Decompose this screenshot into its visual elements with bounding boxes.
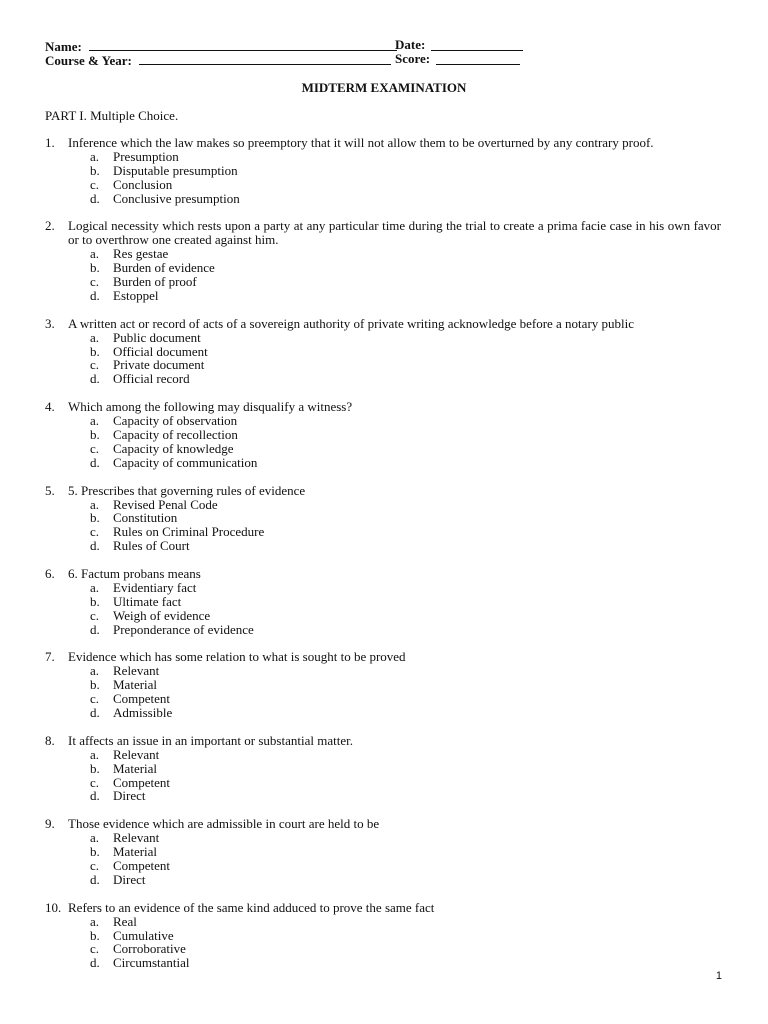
question-text: A written act or record of acts of a sovereign authority of private writing acknowledge before a notary public (68, 315, 635, 331)
option-text: Disputable presumption (113, 162, 238, 178)
option-text: Material (113, 677, 158, 693)
answer-option (45, 845, 721, 859)
option-text: Res gestae (113, 246, 169, 262)
question-text: Refers to an evidence of the same kind adduced to prove the same fact (68, 899, 435, 915)
option-letter: c. (90, 607, 100, 623)
option-text: Competent (113, 774, 171, 790)
option-text: Relevant (113, 746, 160, 762)
answer-option (45, 414, 721, 428)
answer-option (45, 873, 721, 887)
option-letter: c. (90, 524, 100, 540)
option-text: Relevant (113, 830, 160, 846)
option-letter: d. (90, 788, 100, 804)
option-text: Capacity of observation (113, 413, 238, 429)
option-text: Ultimate fact (113, 593, 182, 609)
answer-option (45, 498, 721, 512)
name-date-row (45, 38, 545, 52)
question-number: 9. (45, 816, 55, 832)
question-text: It affects an issue in an important or substantial matter. (68, 732, 353, 748)
option-text: Admissible (113, 705, 173, 721)
option-letter: b. (90, 343, 100, 359)
option-letter: c. (90, 691, 100, 707)
student-info-header (45, 38, 545, 66)
option-text: Capacity of recollection (113, 426, 238, 442)
question-stem (45, 901, 721, 915)
part-heading: PART I. Multiple Choice. (45, 108, 179, 123)
question-stem (45, 400, 721, 414)
question-number: 3. (45, 315, 55, 331)
option-text: Corroborative (113, 941, 186, 957)
option-text: Revised Penal Code (113, 496, 218, 512)
option-letter: a. (90, 148, 100, 164)
option-letter: a. (90, 746, 100, 762)
option-text: Private document (113, 357, 205, 373)
option-letter: c. (90, 858, 100, 873)
option-text: Burden of proof (113, 274, 197, 290)
option-letter: a. (90, 830, 100, 846)
option-letter: d. (90, 538, 100, 554)
question-stem (45, 734, 721, 748)
answer-option (45, 456, 721, 470)
exam-title: MIDTERM EXAMINATION (301, 80, 467, 95)
course-blank (139, 52, 391, 65)
option-text: Estoppel (113, 287, 159, 303)
option-text: Public document (113, 329, 201, 345)
option-text: Conclusive presumption (113, 190, 240, 206)
option-text: Official document (113, 343, 208, 359)
answer-option (45, 664, 721, 678)
option-letter: a. (90, 663, 100, 679)
answer-option (45, 150, 721, 164)
option-text: Rules on Criminal Procedure (113, 524, 265, 540)
question-item (45, 400, 721, 470)
option-letter: b. (90, 593, 100, 609)
option-letter: a. (90, 496, 100, 512)
option-letter: a. (90, 413, 100, 429)
question-number: 5. (45, 482, 55, 498)
option-text: Cumulative (113, 927, 174, 943)
option-letter: d. (90, 621, 100, 637)
option-letter: c. (90, 941, 100, 957)
question-item (45, 901, 721, 971)
question-stem (45, 484, 721, 498)
answer-option (45, 345, 721, 359)
answer-option (45, 331, 721, 345)
option-text: Capacity of knowledge (113, 440, 234, 456)
question-item (45, 650, 721, 720)
option-text: Rules of Court (113, 538, 190, 554)
question-text: Which among the following may disqualify a witness? (68, 399, 353, 415)
option-letter: b. (90, 510, 100, 526)
question-item (45, 219, 721, 302)
question-number: 8. (45, 732, 55, 748)
question-text: 6. Factum probans means (68, 566, 201, 582)
option-letter: d. (90, 955, 100, 971)
answer-option (45, 831, 721, 845)
answer-option (45, 539, 721, 553)
course-label: Course & Year: (45, 53, 132, 68)
question-text: Those evidence which are admissible in court are held to be (68, 816, 380, 832)
answer-option (45, 358, 721, 372)
option-letter: b. (90, 677, 100, 693)
question-text: Inference which the law makes so preemptory that it will not allow them to be overturned by any contrary proof. (68, 135, 654, 150)
option-text: Competent (113, 691, 171, 707)
answer-option (45, 692, 721, 706)
course-score-row (45, 52, 545, 66)
question-item (45, 734, 721, 804)
option-text: Direct (113, 871, 146, 887)
answer-option (45, 261, 721, 275)
option-letter: d. (90, 287, 100, 303)
option-text: Circumstantial (113, 955, 190, 971)
question-number: 1. (45, 135, 55, 150)
question-list (45, 136, 721, 984)
option-text: Capacity of communication (113, 454, 258, 470)
answer-option (45, 762, 721, 776)
answer-option (45, 789, 721, 803)
question-number: 10. (45, 899, 62, 915)
option-letter: c. (90, 440, 100, 456)
option-text: Conclusion (113, 176, 173, 192)
option-text: Weigh of evidence (113, 607, 211, 623)
question-text: 5. Prescribes that governing rules of evidence (68, 482, 306, 498)
answer-option (45, 859, 721, 873)
question-item (45, 817, 721, 887)
question-stem (45, 650, 721, 664)
answer-option (45, 442, 721, 456)
answer-option (45, 706, 721, 720)
answer-option (45, 609, 721, 623)
question-number: 7. (45, 649, 55, 665)
option-text: Real (113, 913, 137, 929)
option-letter: c. (90, 176, 100, 192)
answer-option (45, 748, 721, 762)
option-letter: d. (90, 705, 100, 721)
answer-option (45, 942, 721, 956)
question-number: 4. (45, 399, 55, 415)
answer-option (45, 372, 721, 386)
date-label: Date: (395, 37, 426, 52)
answer-option (45, 678, 721, 692)
option-letter: a. (90, 329, 100, 345)
option-text: Material (113, 760, 158, 776)
option-letter: c. (90, 357, 100, 373)
option-text: Evidentiary fact (113, 579, 197, 595)
question-text: Logical necessity which rests upon a party at any particular time during the trial to create a prima facie case in his own favor or to overthrow one created against him. (68, 218, 721, 248)
question-item (45, 136, 721, 206)
question-number: 6. (45, 566, 55, 582)
option-letter: d. (90, 871, 100, 887)
question-stem (45, 136, 721, 150)
answer-option (45, 164, 721, 178)
option-text: Official record (113, 371, 190, 387)
option-letter: b. (90, 760, 100, 776)
date-blank (431, 38, 523, 51)
option-letter: b. (90, 162, 100, 178)
option-letter: b. (90, 426, 100, 442)
question-item (45, 484, 721, 554)
answer-option (45, 623, 721, 637)
answer-option (45, 192, 721, 206)
option-text: Preponderance of evidence (113, 621, 254, 637)
option-letter: a. (90, 913, 100, 929)
question-stem (45, 817, 721, 831)
answer-option (45, 428, 721, 442)
option-letter: a. (90, 246, 100, 262)
question-stem (45, 317, 721, 331)
name-blank (89, 38, 397, 51)
score-blank (436, 52, 520, 65)
option-letter: c. (90, 274, 100, 290)
option-text: Burden of evidence (113, 260, 215, 276)
option-text: Relevant (113, 663, 160, 679)
score-label: Score: (395, 51, 431, 66)
option-letter: b. (90, 927, 100, 943)
answer-option (45, 178, 721, 192)
option-text: Competent (113, 858, 171, 873)
answer-option (45, 776, 721, 790)
question-stem (45, 219, 721, 247)
option-letter: d. (90, 454, 100, 470)
name-label: Name: (45, 39, 82, 54)
option-letter: b. (90, 844, 100, 860)
answer-option (45, 289, 721, 303)
answer-option (45, 929, 721, 943)
option-text: Material (113, 844, 158, 860)
answer-option (45, 595, 721, 609)
option-letter: d. (90, 190, 100, 206)
option-letter: c. (90, 774, 100, 790)
option-text: Constitution (113, 510, 178, 526)
option-letter: d. (90, 371, 100, 387)
answer-option (45, 581, 721, 595)
answer-option (45, 275, 721, 289)
answer-option (45, 915, 721, 929)
page-number: 1 (715, 970, 722, 982)
option-letter: a. (90, 579, 100, 595)
answer-option (45, 525, 721, 539)
question-item (45, 567, 721, 637)
question-item (45, 317, 721, 387)
option-text: Direct (113, 788, 146, 804)
option-text: Presumption (113, 148, 179, 164)
question-stem (45, 567, 721, 581)
answer-option (45, 956, 721, 970)
question-text: Evidence which has some relation to what is sought to be proved (68, 649, 406, 665)
question-number: 2. (45, 218, 55, 234)
answer-option (45, 511, 721, 525)
option-letter: b. (90, 260, 100, 276)
answer-option (45, 247, 721, 261)
